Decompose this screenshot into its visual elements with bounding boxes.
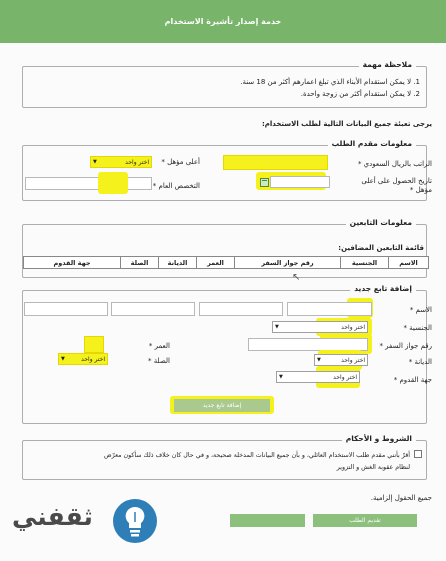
page-header (0, 0, 446, 43)
passport-label: رقم جواز السفر * (379, 342, 432, 350)
origin-select[interactable] (276, 371, 360, 383)
date-label-line-1: تاريخ الحصول على أعلى (361, 177, 432, 185)
terms-line-2: لنظام عقوبة الغش و التزوير (336, 464, 410, 471)
lightbulb-icon (110, 496, 160, 546)
name-input-2[interactable] (199, 302, 283, 316)
secondary-button[interactable] (230, 514, 305, 527)
intro-text: يرجى تعبئة جميع البيانات التالية لطلب الاستخدام: (261, 120, 432, 128)
salary-label: الراتب بالريال السعودي * (357, 160, 432, 168)
qualification-label: أعلى مؤهل * (161, 158, 200, 166)
required-note: جميع الحقول إلزامية. (370, 494, 432, 502)
terms-section (22, 434, 427, 480)
calendar-icon[interactable] (260, 178, 269, 187)
qualification-select[interactable] (90, 156, 152, 168)
qualification-select-value: اختر واحد (125, 158, 149, 166)
notice-line-2: 2. لا يمكن استقدام أكثر من زوجة واحدة. (300, 90, 420, 98)
age-label: العمر * (148, 342, 170, 350)
cursor-icon: ↖ (292, 272, 301, 283)
dependents-legend: معلومات التابعين (346, 218, 416, 227)
notice-legend: ملاحظة مهمة (359, 60, 416, 69)
terms-line-1: أقرّ بأنني مقدم طلب الاستخدام العائلي، و بأن جميع البيانات المدخلة صحيحة، و في حال كان خلاف ذلك سأكون معرّض (103, 452, 410, 459)
origin-label: جهة القدوم * (393, 376, 432, 384)
terms-checkbox[interactable] (414, 450, 422, 458)
dependents-list-title: قائمة التابعين المضافين: (338, 244, 424, 252)
submit-button[interactable]: تقديم الطلب (313, 514, 417, 527)
chevron-down-icon: ▼ (93, 159, 97, 165)
religion-label: الديانة * (408, 358, 432, 366)
specialty-highlight (98, 172, 128, 194)
applicant-section (22, 139, 427, 201)
age-input[interactable] (84, 336, 104, 353)
col-name: الاسم (389, 257, 429, 269)
applicant-legend: معلومات مقدم الطلب (328, 139, 416, 148)
nationality-select-value: اختر واحد (341, 323, 365, 331)
add-dependent-legend: إضافة تابع جديد (350, 284, 416, 293)
date-label-line-2: مؤهل * (409, 186, 432, 194)
qualification-date-input[interactable] (270, 176, 330, 188)
notice-section (22, 60, 427, 108)
name-input-3[interactable] (111, 302, 195, 316)
name-input-4[interactable] (24, 302, 108, 316)
religion-select-value: اختر واحد (341, 356, 365, 364)
chevron-down-icon: ▼ (61, 356, 65, 362)
salary-input[interactable] (223, 155, 328, 170)
col-nationality: الجنسية (341, 257, 389, 269)
page-title: خدمة إصدار تأشيرة الاستخدام (164, 17, 282, 26)
col-origin: جهة القدوم (24, 257, 121, 269)
terms-legend: الشروط و الأحكام (342, 434, 416, 443)
relation-select-value: اختر واحد (81, 355, 105, 363)
dependents-table (23, 256, 429, 269)
relation-label: الصلة * (148, 357, 170, 365)
add-dependent-button[interactable]: إضافة تابع جديد (174, 399, 270, 412)
name-label: الاسم * (409, 306, 432, 314)
col-relation: الصلة (121, 257, 159, 269)
watermark-logo (12, 496, 160, 548)
chevron-down-icon: ▼ (317, 357, 321, 363)
religion-select[interactable] (314, 354, 368, 366)
nationality-select[interactable] (272, 321, 368, 333)
watermark-text: ثقفني (12, 502, 93, 531)
relation-select[interactable] (58, 353, 108, 365)
nationality-label: الجنسية * (403, 324, 432, 332)
specialty-label: التخصص العام * (152, 182, 200, 190)
origin-select-value: اختر واحد (333, 373, 357, 381)
specialty-input[interactable] (25, 177, 152, 190)
col-passport: رقم جواز السفر (235, 257, 341, 269)
chevron-down-icon: ▼ (279, 374, 283, 380)
col-religion: الديانة (159, 257, 197, 269)
col-age: العمر (197, 257, 235, 269)
notice-line-1: 1. لا يمكن استقدام الأبناء الذي تبلغ اعمارهم أكثر من 18 سنة. (240, 78, 420, 86)
name-input-1[interactable] (287, 302, 372, 316)
chevron-down-icon: ▼ (275, 324, 279, 330)
